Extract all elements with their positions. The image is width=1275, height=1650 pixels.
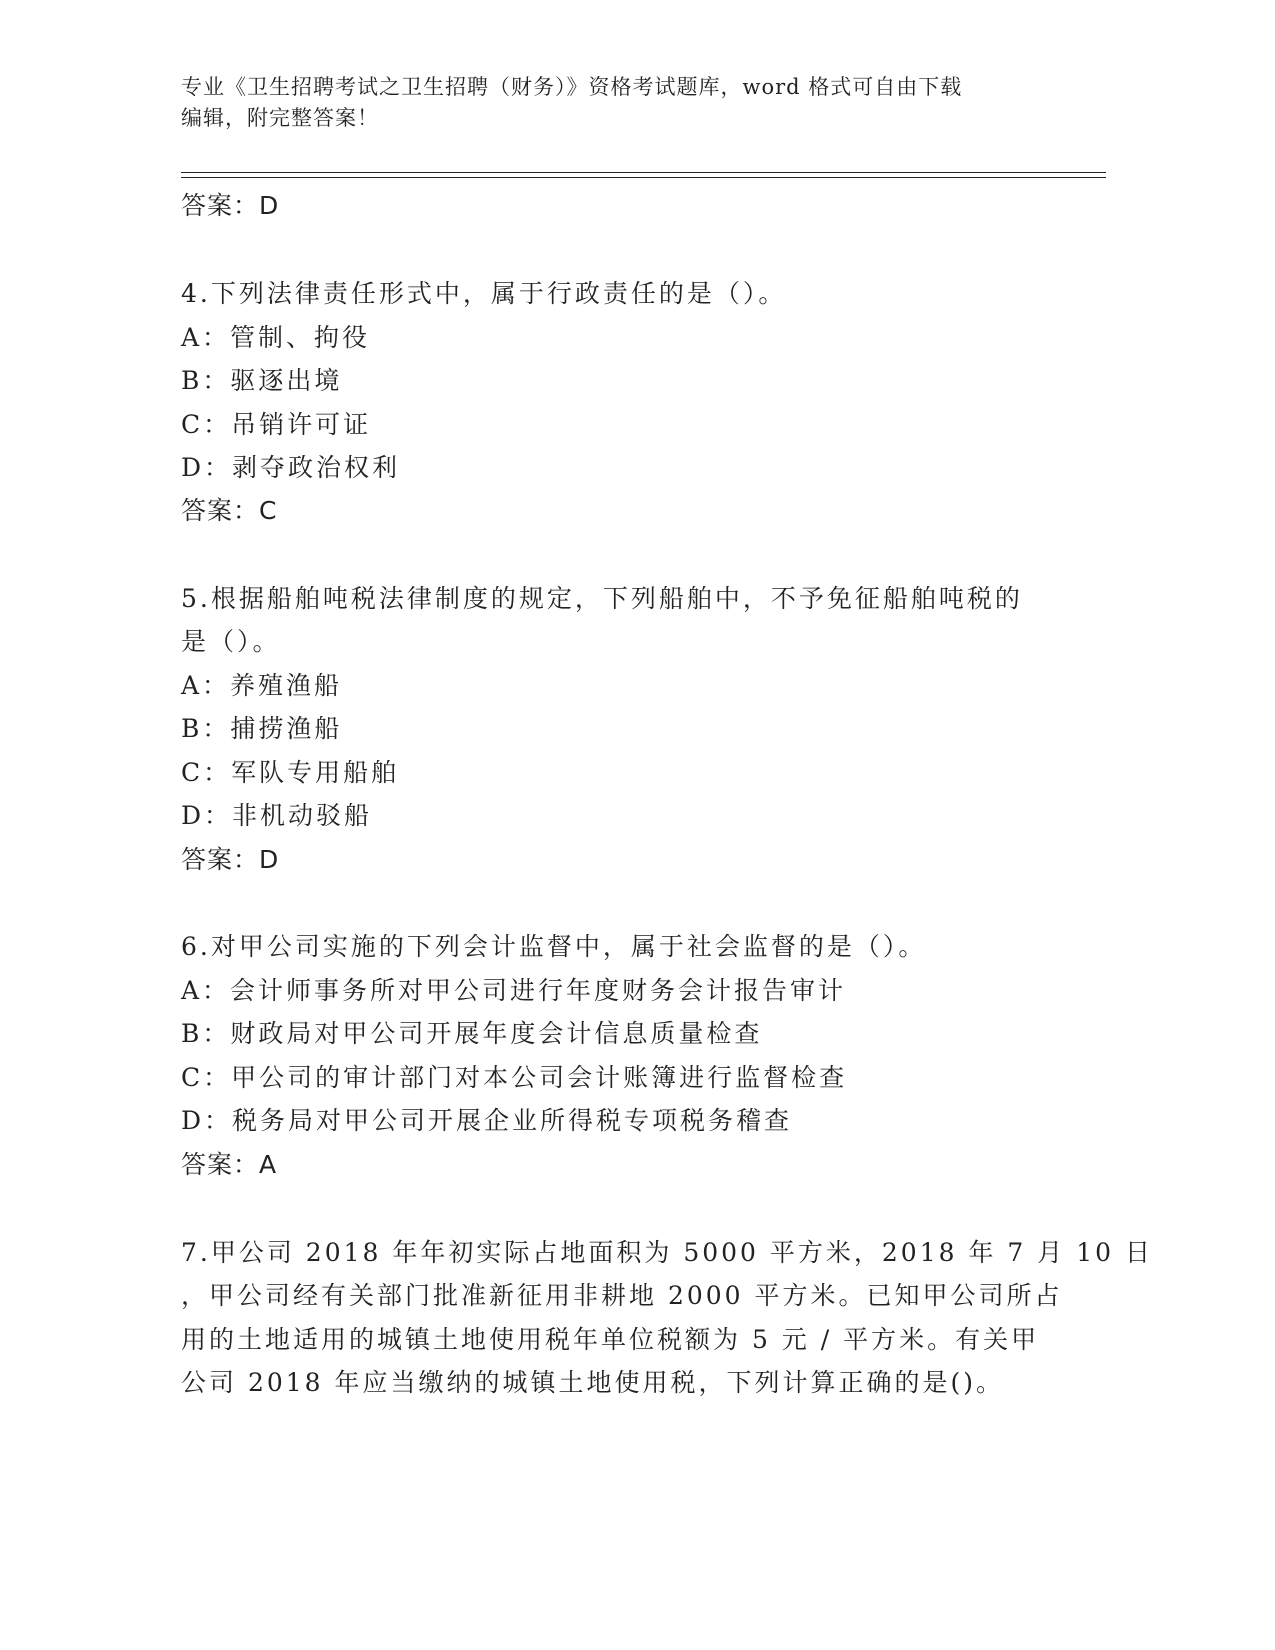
header-divider-top	[181, 172, 1106, 173]
question-6-option-b: B：财政局对甲公司开展年度会计信息质量检查	[181, 1019, 763, 1048]
question-7-stem-line-1: 7.甲公司 2018 年年初实际占地面积为 5000 平方米，2018 年 7 月 10 日	[181, 1238, 1153, 1267]
question-6-option-d: D：税务局对甲公司开展企业所得税专项税务稽查	[181, 1106, 793, 1135]
question-6-stem: 6.对甲公司实施的下列会计监督中，属于社会监督的是（）。	[181, 932, 927, 961]
header-line-1: 专业《卫生招聘考试之卫生招聘（财务）》资格考试题库，word 格式可自由下载	[181, 75, 963, 99]
question-7-stem-line-2: ，甲公司经有关部门批准新征用非耕地 2000 平方米。已知甲公司所占	[181, 1281, 1063, 1310]
question-5-option-c: C：军队专用船舶	[181, 758, 400, 787]
question-4-option-d: D：剥夺政治权利	[181, 453, 401, 482]
question-6-option-c: C：甲公司的审计部门对本公司会计账簿进行监督检查	[181, 1063, 848, 1092]
question-5-option-b: B：捕捞渔船	[181, 714, 343, 743]
header-line-2: 编辑，附完整答案！	[181, 106, 379, 130]
question-5-option-d: D：非机动驳船	[181, 801, 373, 830]
answer-q6: 答案：A	[181, 1150, 278, 1179]
question-5-stem-line-2: 是（）。	[181, 627, 281, 656]
question-4-option-a: A：管制、拘役	[181, 323, 371, 352]
answer-q4: 答案：C	[181, 496, 278, 525]
question-6-option-a: A：会计师事务所对甲公司进行年度财务会计报告审计	[181, 976, 847, 1005]
question-7-stem-line-4: 公司 2018 年应当缴纳的城镇土地使用税，下列计算正确的是()。	[181, 1368, 1005, 1397]
question-4-option-b: B：驱逐出境	[181, 366, 343, 395]
answer-q5: 答案：D	[181, 845, 280, 874]
question-4-stem: 4.下列法律责任形式中，属于行政责任的是（）。	[181, 279, 787, 308]
question-5-stem-line-1: 5.根据船舶吨税法律制度的规定，下列船舶中，不予免征船舶吨税的	[181, 584, 1023, 613]
answer-q3: 答案：D	[181, 191, 280, 220]
question-4-option-c: C：吊销许可证	[181, 410, 372, 439]
question-5-option-a: A：养殖渔船	[181, 671, 343, 700]
header-divider-bottom	[181, 177, 1106, 178]
document-header	[181, 72, 1061, 134]
question-7-stem-line-3: 用的土地适用的城镇土地使用税年单位税额为 5 元 / 平方米。有关甲	[181, 1325, 1040, 1354]
